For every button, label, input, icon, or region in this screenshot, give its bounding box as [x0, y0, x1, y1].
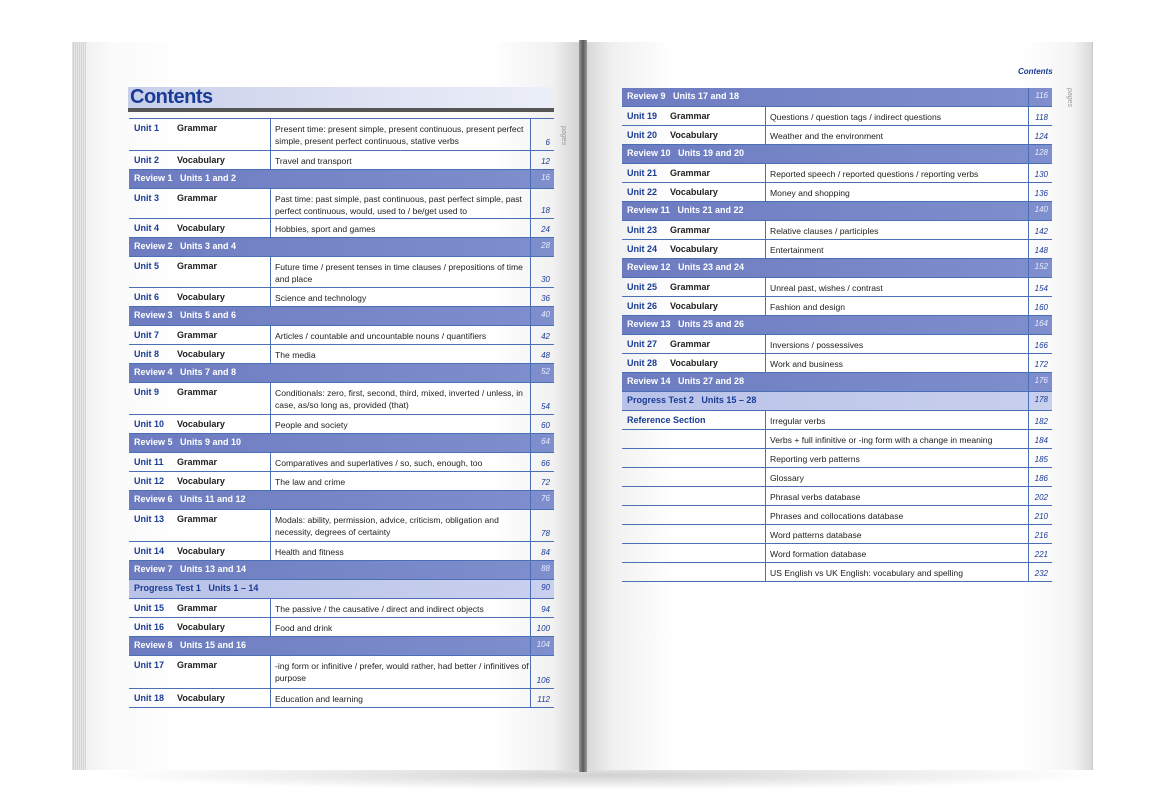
- table-row: [129, 326, 554, 345]
- unit-kind: Vocabulary: [177, 223, 225, 233]
- page-number: 94: [530, 599, 554, 617]
- unit-label: Unit 4: [134, 223, 160, 233]
- page-title: Contents: [130, 86, 213, 108]
- unit-label: Unit 12: [134, 476, 165, 486]
- review-row: [129, 364, 554, 383]
- table-row: [129, 119, 554, 151]
- unit-topic: Science and technology: [270, 288, 530, 306]
- unit-kind: Grammar: [177, 193, 218, 203]
- page-number: 232: [1028, 563, 1052, 581]
- table-row: [622, 544, 1052, 563]
- page-number: 100: [530, 618, 554, 636]
- unit-topic: Food and drink: [270, 618, 530, 636]
- review-row: [622, 202, 1052, 221]
- unit-kind: Grammar: [177, 660, 218, 670]
- progress-test-row: [129, 580, 554, 599]
- table-row: [622, 487, 1052, 506]
- unit-kind: Vocabulary: [177, 476, 225, 486]
- running-header: Contents: [1018, 67, 1053, 76]
- page-number: 118: [1028, 107, 1052, 125]
- section-label: Review 11 Units 21 and 22: [627, 205, 744, 215]
- page-number: 60: [530, 415, 554, 433]
- section-label: Review 8 Units 15 and 16: [134, 640, 247, 650]
- page-number: 140: [1028, 202, 1052, 220]
- unit-topic: Entertainment: [765, 240, 1028, 258]
- unit-kind: Vocabulary: [177, 292, 225, 302]
- unit-topic: Past time: past simple, past continuous, past perfect simple, past perfect continuous, would, used to / be/get used to: [270, 189, 530, 218]
- section-label: Review 7 Units 13 and 14: [134, 564, 247, 574]
- unit-topic: The passive / the causative / direct and indirect objects: [270, 599, 530, 617]
- unit-topic: Education and learning: [270, 689, 530, 707]
- section-label: Review 10 Units 19 and 20: [627, 148, 745, 158]
- unit-kind: Vocabulary: [670, 301, 718, 311]
- table-row: [129, 415, 554, 434]
- unit-topic: Phrasal verbs database: [765, 487, 1028, 505]
- unit-label: Unit 14: [134, 546, 165, 556]
- unit-topic: Questions / question tags / indirect questions: [765, 107, 1028, 125]
- page-number: 76: [530, 491, 554, 509]
- unit-kind: Grammar: [177, 603, 218, 613]
- page-number: 182: [1028, 411, 1052, 429]
- unit-topic: Present time: present simple, present continuous, present perfect simple, present perfect continuous, stative verbs: [270, 119, 530, 150]
- unit-topic: The media: [270, 345, 530, 363]
- unit-kind: Grammar: [670, 168, 711, 178]
- page-number: 164: [1028, 316, 1052, 334]
- unit-label: Unit 20: [627, 130, 658, 140]
- unit-label: Unit 21: [627, 168, 658, 178]
- unit-topic: Word formation database: [765, 544, 1028, 562]
- unit-kind: Grammar: [177, 261, 218, 271]
- unit-label: Unit 3: [134, 193, 160, 203]
- table-row: [129, 510, 554, 542]
- page-number: 24: [530, 219, 554, 237]
- unit-topic: Comparatives and superlatives / so, such, enough, too: [270, 453, 530, 471]
- section-label: Review 12 Units 23 and 24: [627, 262, 745, 272]
- table-row: [622, 354, 1052, 373]
- page-number: 128: [1028, 145, 1052, 163]
- unit-label: Reference Section: [627, 415, 706, 425]
- unit-topic: Relative clauses / participles: [765, 221, 1028, 239]
- unit-topic: Phrases and collocations database: [765, 506, 1028, 524]
- unit-topic: Fashion and design: [765, 297, 1028, 315]
- unit-label: Unit 5: [134, 261, 160, 271]
- unit-kind: Vocabulary: [177, 693, 225, 703]
- page-number: 210: [1028, 506, 1052, 524]
- unit-label: Unit 19: [627, 111, 658, 121]
- table-row: [129, 257, 554, 288]
- review-row: [129, 170, 554, 189]
- unit-label: Unit 18: [134, 693, 165, 703]
- table-row: [622, 126, 1052, 145]
- unit-label: Unit 22: [627, 187, 658, 197]
- unit-label: Unit 8: [134, 349, 160, 359]
- table-row: [622, 563, 1052, 582]
- unit-topic: Work and business: [765, 354, 1028, 372]
- page-edges: [72, 42, 86, 770]
- page-number: 30: [530, 257, 554, 287]
- unit-kind: Vocabulary: [670, 358, 718, 368]
- section-label: Review 6 Units 11 and 12: [134, 494, 246, 504]
- page-number: 106: [530, 656, 554, 688]
- unit-topic: Modals: ability, permission, advice, criticism, obligation and necessity, degrees of certainty: [270, 510, 530, 541]
- section-label: Progress Test 2 Units 15 – 28: [627, 395, 757, 405]
- contents-table-left: [129, 118, 554, 708]
- review-row: [622, 373, 1052, 392]
- section-label: Review 3 Units 5 and 6: [134, 310, 237, 320]
- unit-kind: Grammar: [177, 457, 218, 467]
- unit-kind: Grammar: [670, 225, 711, 235]
- unit-topic: Reported speech / reported questions / reporting verbs: [765, 164, 1028, 182]
- page-number: 185: [1028, 449, 1052, 467]
- unit-topic: Health and fitness: [270, 542, 530, 560]
- section-label: Review 9 Units 17 and 18: [627, 91, 740, 101]
- unit-kind: Vocabulary: [670, 244, 718, 254]
- unit-label: Unit 28: [627, 358, 658, 368]
- page-number: 72: [530, 472, 554, 490]
- unit-kind: Grammar: [177, 514, 218, 524]
- table-row: [622, 297, 1052, 316]
- unit-kind: Grammar: [670, 339, 711, 349]
- unit-label: Unit 25: [627, 282, 658, 292]
- table-row: [622, 335, 1052, 354]
- page-number: 142: [1028, 221, 1052, 239]
- unit-kind: Grammar: [177, 387, 218, 397]
- unit-topic: Unreal past, wishes / contrast: [765, 278, 1028, 296]
- table-row: [622, 278, 1052, 297]
- page-number: 12: [530, 151, 554, 169]
- unit-kind: Grammar: [670, 111, 711, 121]
- unit-kind: Grammar: [177, 123, 218, 133]
- page-number: 52: [530, 364, 554, 382]
- unit-label: Unit 17: [134, 660, 165, 670]
- contents-table-right: [622, 88, 1052, 582]
- table-row: [129, 453, 554, 472]
- unit-topic: -ing form or infinitive / prefer, would rather, had better / infinitives of purpose: [270, 656, 530, 688]
- unit-topic: Irregular verbs: [765, 411, 1028, 429]
- page-number: 16: [530, 170, 554, 188]
- unit-topic: Word patterns database: [765, 525, 1028, 543]
- page-number: 116: [1028, 88, 1052, 106]
- review-row: [129, 307, 554, 326]
- review-row: [129, 561, 554, 580]
- unit-label: Unit 10: [134, 419, 165, 429]
- unit-label: Unit 9: [134, 387, 160, 397]
- unit-label: Unit 2: [134, 155, 160, 165]
- unit-topic: US English vs UK English: vocabulary and spelling: [765, 563, 1028, 581]
- unit-kind: Vocabulary: [177, 419, 225, 429]
- table-row: [622, 506, 1052, 525]
- table-row: [622, 525, 1052, 544]
- unit-kind: Grammar: [670, 282, 711, 292]
- page-number: 152: [1028, 259, 1052, 277]
- book-gutter: [579, 40, 587, 772]
- section-label: Review 5 Units 9 and 10: [134, 437, 242, 447]
- page-number: 54: [530, 383, 554, 414]
- review-row: [622, 316, 1052, 335]
- page-number: 6: [530, 119, 554, 150]
- page-number: 148: [1028, 240, 1052, 258]
- review-row: [129, 434, 554, 453]
- table-row: [129, 219, 554, 238]
- left-pages-label: pages: [560, 126, 567, 146]
- page-number: 136: [1028, 183, 1052, 201]
- table-row: [129, 383, 554, 415]
- page-number: 202: [1028, 487, 1052, 505]
- section-label: Review 14 Units 27 and 28: [627, 376, 745, 386]
- review-row: [622, 145, 1052, 164]
- unit-label: Unit 16: [134, 622, 165, 632]
- table-row: [622, 183, 1052, 202]
- table-row: [129, 345, 554, 364]
- unit-topic: Glossary: [765, 468, 1028, 486]
- unit-topic: Weather and the environment: [765, 126, 1028, 144]
- title-rule: [128, 108, 554, 112]
- section-label: Review 2 Units 3 and 4: [134, 241, 237, 251]
- table-row: [129, 542, 554, 561]
- table-row: [622, 240, 1052, 259]
- page-number: 88: [530, 561, 554, 579]
- page-number: 160: [1028, 297, 1052, 315]
- unit-topic: Conditionals: zero, first, second, third, mixed, inverted / unless, in case, as/so long as, provided (that): [270, 383, 530, 414]
- table-row: [622, 449, 1052, 468]
- page-number: 48: [530, 345, 554, 363]
- table-row: [622, 164, 1052, 183]
- review-row: [129, 637, 554, 656]
- page-number: 178: [1028, 392, 1052, 410]
- page-number: 186: [1028, 468, 1052, 486]
- unit-kind: Vocabulary: [177, 546, 225, 556]
- table-row: [129, 472, 554, 491]
- unit-topic: The law and crime: [270, 472, 530, 490]
- table-row: [129, 656, 554, 689]
- unit-kind: Grammar: [177, 330, 218, 340]
- unit-topic: Future time / present tenses in time clauses / prepositions of time and place: [270, 257, 530, 287]
- table-row: [129, 689, 554, 708]
- page-number: 90: [530, 580, 554, 598]
- table-row: [622, 107, 1052, 126]
- progress-test-row: [622, 392, 1052, 411]
- page-number: 104: [530, 637, 554, 655]
- table-row: [129, 151, 554, 170]
- page-number: 172: [1028, 354, 1052, 372]
- table-row: [129, 288, 554, 307]
- unit-label: Unit 6: [134, 292, 160, 302]
- page-number: 112: [530, 689, 554, 707]
- unit-kind: Vocabulary: [177, 349, 225, 359]
- unit-topic: Money and shopping: [765, 183, 1028, 201]
- page-number: 221: [1028, 544, 1052, 562]
- unit-label: Unit 23: [627, 225, 658, 235]
- table-row: [129, 599, 554, 618]
- unit-kind: Vocabulary: [177, 622, 225, 632]
- page-number: 28: [530, 238, 554, 256]
- page-number: 216: [1028, 525, 1052, 543]
- section-label: Review 4 Units 7 and 8: [134, 367, 237, 377]
- page-number: 154: [1028, 278, 1052, 296]
- unit-label: Unit 13: [134, 514, 165, 524]
- page-number: 78: [530, 510, 554, 541]
- review-row: [129, 491, 554, 510]
- right-pages-label: pages: [1066, 88, 1073, 108]
- review-row: [622, 259, 1052, 278]
- table-row: [622, 468, 1052, 487]
- page-number: 130: [1028, 164, 1052, 182]
- page-number: 184: [1028, 430, 1052, 448]
- unit-topic: Travel and transport: [270, 151, 530, 169]
- table-row: [622, 221, 1052, 240]
- section-label: Review 1 Units 1 and 2: [134, 173, 237, 183]
- review-row: [129, 238, 554, 257]
- page-number: 64: [530, 434, 554, 452]
- unit-kind: Vocabulary: [670, 187, 718, 197]
- unit-topic: People and society: [270, 415, 530, 433]
- section-label: Progress Test 1 Units 1 – 14: [134, 583, 259, 593]
- page-number: 36: [530, 288, 554, 306]
- table-row: [622, 411, 1052, 430]
- unit-label: Unit 26: [627, 301, 658, 311]
- page-number: 84: [530, 542, 554, 560]
- unit-kind: Vocabulary: [177, 155, 225, 165]
- unit-label: Unit 24: [627, 244, 658, 254]
- unit-topic: Inversions / possessives: [765, 335, 1028, 353]
- unit-topic: Reporting verb patterns: [765, 449, 1028, 467]
- page-number: 40: [530, 307, 554, 325]
- table-row: [129, 618, 554, 637]
- contents-title-bar: [128, 87, 554, 108]
- section-label: Review 13 Units 25 and 26: [627, 319, 745, 329]
- table-row: [129, 189, 554, 219]
- unit-label: Unit 15: [134, 603, 165, 613]
- unit-label: Unit 1: [134, 123, 160, 133]
- page-number: 66: [530, 453, 554, 471]
- page-number: 166: [1028, 335, 1052, 353]
- page-number: 124: [1028, 126, 1052, 144]
- unit-kind: Vocabulary: [670, 130, 718, 140]
- page-number: 176: [1028, 373, 1052, 391]
- review-row: [622, 88, 1052, 107]
- page-number: 42: [530, 326, 554, 344]
- unit-label: Unit 27: [627, 339, 658, 349]
- unit-topic: Verbs + full infinitive or -ing form with a change in meaning: [765, 430, 1028, 448]
- unit-label: Unit 11: [134, 457, 164, 467]
- unit-label: Unit 7: [134, 330, 160, 340]
- unit-topic: Hobbies, sport and games: [270, 219, 530, 237]
- unit-topic: Articles / countable and uncountable nouns / quantifiers: [270, 326, 530, 344]
- page-number: 18: [530, 189, 554, 218]
- table-row: [622, 430, 1052, 449]
